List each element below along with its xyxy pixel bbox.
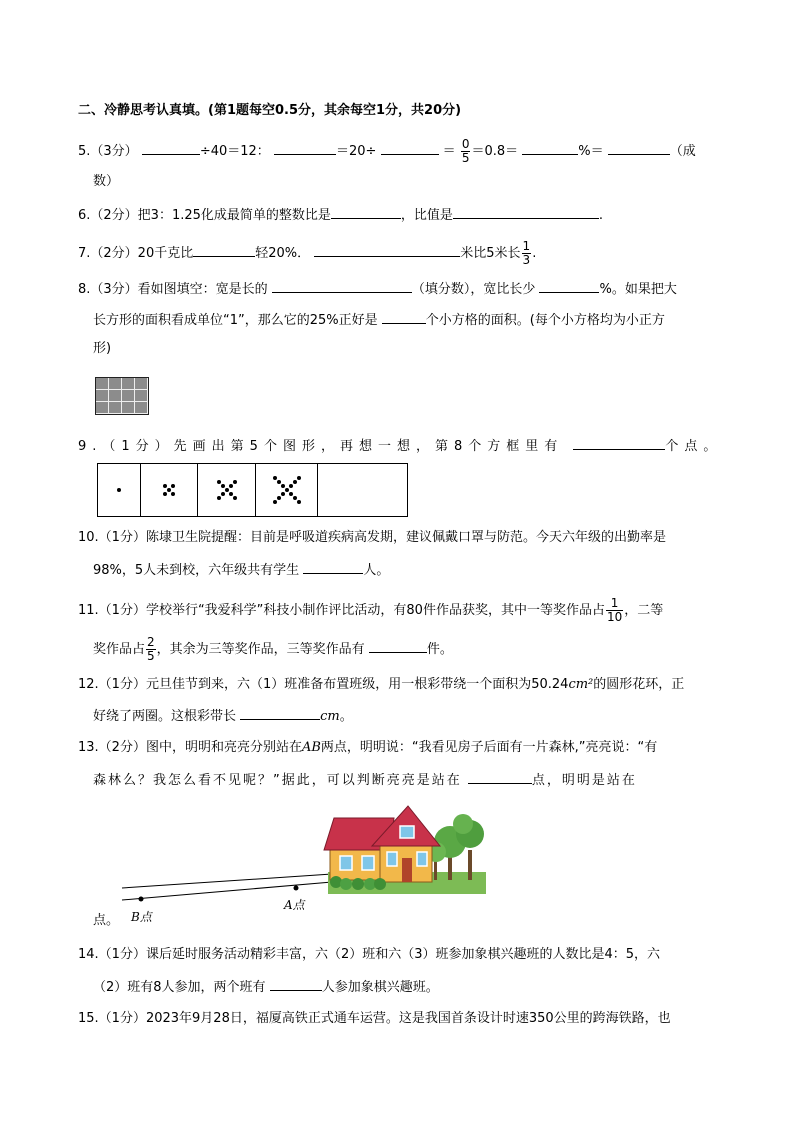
q7-text-c: 米比5米长: [460, 246, 521, 261]
question-14-line2: [93, 976, 439, 998]
q13-text-b: 两点，明明说：“我看见房子后面有一片森林,”亮亮说：“有: [320, 740, 658, 755]
pattern-dot: [297, 476, 301, 480]
q10-text-b: 98%，5人未到校，六年级共有学生: [93, 563, 300, 578]
q14-text-b: （2）班有8人参加，两个班有: [93, 980, 266, 995]
pattern-dot: [273, 500, 277, 504]
q7-text-a: 7.（2分）20千克比: [78, 246, 194, 261]
house-left-wing: [330, 848, 386, 880]
house-window-2: [362, 856, 374, 870]
pattern-dot: [221, 492, 225, 496]
q5-text-f: %＝: [578, 144, 604, 159]
q9-blank[interactable]: [573, 435, 665, 450]
q10-blank[interactable]: [303, 559, 363, 574]
grid-rectangle-figure: [95, 377, 149, 415]
pattern-dot: [281, 484, 285, 488]
pattern-dot: [273, 476, 277, 480]
pattern-dot: [171, 484, 175, 488]
q5-text-b: ÷40＝12：: [199, 144, 270, 159]
pattern-dot: [285, 488, 289, 492]
q5-blank-1[interactable]: [142, 140, 200, 155]
question-11: [78, 597, 663, 624]
q5-blank-5[interactable]: [608, 140, 670, 155]
house-attic-window: [400, 826, 414, 838]
q6-text-c: .: [598, 208, 604, 223]
q7-text-b: 轻20%．: [255, 246, 311, 261]
q13-text-d: 点，明明是站在: [531, 773, 637, 788]
q11-frac2-den: 5: [147, 649, 155, 663]
q11-text-b: ，二等: [624, 603, 664, 618]
question-12: [78, 675, 684, 695]
question-8-line2: [93, 309, 665, 331]
grid-cell: [122, 402, 135, 414]
pattern-dot: [167, 488, 171, 492]
q11-text-d: ，其余为三等奖作品，三等奖作品有: [156, 642, 365, 657]
q7-blank-1[interactable]: [193, 242, 255, 257]
q8-text-d: 长方形的面积看成单位“1”，那么它的25%正好是: [93, 313, 378, 328]
question-6: [78, 204, 603, 226]
pattern-dot: [293, 496, 297, 500]
pattern-box-5-empty[interactable]: [318, 464, 407, 516]
q13-text-a: 13.（2分）图中，明明和亮亮分别站在: [78, 740, 302, 755]
q5-continued: 数）: [93, 174, 120, 189]
question-11-line2: [93, 636, 453, 663]
pattern-dot: [233, 480, 237, 484]
q8-text-c: %。如果把大: [599, 282, 677, 297]
q13-text-c: 森林么？我怎么看不见呢？”据此，可以判断亮亮是站在: [93, 773, 462, 788]
pattern-dot: [217, 480, 221, 484]
q13-blank-1[interactable]: [468, 769, 532, 784]
pattern-dot: [225, 488, 229, 492]
q7-frac-num: 1: [522, 239, 531, 253]
pattern-dot: [289, 484, 293, 488]
q11-frac1-den: 10: [606, 610, 623, 624]
grid-cell: [96, 378, 109, 390]
forest-trees: [426, 814, 484, 880]
house-window-1: [340, 856, 352, 870]
pattern-dot: [217, 496, 221, 500]
point-a: [294, 886, 299, 891]
q5-frac-den: 5: [461, 151, 470, 165]
q11-blank[interactable]: [369, 638, 427, 653]
label-point-a: A点: [284, 898, 305, 912]
question-15: 15.（1分）2023年9月28日，福厦高铁正式通车运营。这是我国首条设计时速350公里的跨海铁路，也: [78, 1011, 671, 1026]
q12-unit-area: cm²: [568, 677, 594, 692]
q14-blank[interactable]: [270, 976, 322, 991]
q5-blank-3[interactable]: [381, 140, 439, 155]
pattern-dot: [289, 492, 293, 496]
dot-pattern-boxes: [97, 463, 408, 517]
grid-cell: [135, 390, 148, 402]
pattern-dot: [229, 492, 233, 496]
question-14: 14.（1分）课后延时服务活动精彩丰富，六（2）班和六（3）班参加象棋兴趣班的人数比是4：5，六: [78, 947, 661, 962]
pattern-dot: [163, 484, 167, 488]
q5-fraction: [461, 138, 471, 165]
q11-frac1-num: 1: [610, 596, 619, 610]
question-10-line2: [93, 559, 389, 581]
house-window-3: [387, 852, 397, 866]
q6-blank-1[interactable]: [331, 204, 401, 219]
grid-cell: [135, 402, 148, 414]
pattern-dot: [277, 480, 281, 484]
q5-frac-num: 0: [461, 137, 470, 151]
q6-blank-2[interactable]: [453, 204, 599, 219]
q6-text-b: ，比值是: [400, 208, 453, 223]
q12-blank[interactable]: [240, 705, 320, 720]
q7-blank-2[interactable]: [314, 242, 460, 257]
point-b: [139, 897, 144, 902]
q5-text-c: ＝20÷: [335, 144, 377, 159]
q7-text-d: .: [532, 246, 537, 261]
question-9: [78, 435, 722, 457]
pattern-dot: [229, 484, 233, 488]
q8-blank-2[interactable]: [539, 278, 599, 293]
q8-text-e: 个小方格的面积。(每个小方格均为小正方: [425, 313, 665, 328]
q12-text-c: 好绕了两圈。这根彩带长: [93, 709, 237, 724]
grid-cell: [96, 390, 109, 402]
grid-cell: [135, 378, 148, 390]
house-window-4: [417, 852, 427, 866]
q5-blank-4[interactable]: [522, 140, 578, 155]
grid-cell: [109, 402, 122, 414]
q5-text-d: ＝: [442, 144, 456, 159]
grid-cell: [122, 378, 135, 390]
pattern-dot: [221, 484, 225, 488]
q11-text-e: 件。: [426, 642, 453, 657]
q12-text-b: 的圆形花环，正: [593, 677, 685, 692]
q12-text-d: 。: [339, 709, 353, 724]
house-door: [402, 858, 412, 882]
q11-text-c: 奖作品占: [93, 642, 146, 657]
q11-fraction-2: [146, 636, 156, 663]
q7-frac-den: 3: [522, 253, 531, 267]
q10-text-c: 人。: [363, 563, 390, 578]
q6-text-a: 6.（2分）把3：1.25化成最简单的整数比是: [78, 208, 331, 223]
q5-blank-2[interactable]: [274, 140, 336, 155]
q12-unit-length: cm: [320, 709, 340, 724]
q11-fraction-1: [606, 597, 623, 624]
q8-blank-3[interactable]: [382, 309, 426, 324]
q5-text-g: （成: [669, 144, 696, 159]
section-title: 二、冷静思考认真填。(第1题每空0.5分，其余每空1分，共20分): [78, 103, 462, 118]
q9-text-b: 个点。: [665, 439, 723, 454]
q8-text-a: 8.（3分）看如图填空：宽是长的: [78, 282, 268, 297]
q8-blank-1[interactable]: [272, 278, 412, 293]
pattern-dot: [281, 492, 285, 496]
q9-text-a: 9.（1分）先画出第5个图形，再想一想，第8个方框里有: [78, 439, 564, 454]
grid-cell: [109, 378, 122, 390]
house-scene-figure: [118, 802, 490, 922]
question-13: [78, 738, 657, 758]
grid-cell: [96, 402, 109, 414]
q7-fraction: [522, 240, 532, 267]
question-12-line2: [93, 705, 353, 727]
question-5: [78, 138, 696, 165]
q14-text-c: 人参加象棋兴趣班。: [321, 980, 439, 995]
q8-text-b: （填分数），宽比长少: [411, 282, 536, 297]
pattern-dot: [277, 496, 281, 500]
q5-label: 5.（3分）: [78, 144, 138, 159]
grid-cell: [122, 390, 135, 402]
question-10: 10.（1分）陈埭卫生院提醒：目前是呼吸道疾病高发期，建议佩戴口罩与防范。今天六年级的出勤率是: [78, 530, 666, 545]
pattern-dot: [293, 480, 297, 484]
pattern-dot: [297, 500, 301, 504]
q5-text-e: ＝0.8＝: [471, 144, 519, 159]
question-7: [78, 240, 536, 267]
q13-continued: 点。: [93, 913, 120, 928]
q11-text-a: 11.（1分）学校举行“我爱科学”科技小制作评比活动，有80件作品获奖，其中一等奖作品占: [78, 603, 605, 618]
pattern-dot: [117, 488, 121, 492]
q11-frac2-num: 2: [147, 635, 155, 649]
question-13-line2: [93, 769, 637, 791]
q12-text-a: 12.（1分）元旦佳节到来，六（1）班准备布置班级，用一根彩带绕一个面积为50.24: [78, 677, 569, 692]
question-8: [78, 278, 677, 300]
pattern-dot: [233, 496, 237, 500]
q8-continued: 形): [93, 341, 112, 356]
sight-line-upper: [122, 874, 332, 888]
grid-cell: [109, 390, 122, 402]
pattern-dot: [171, 492, 175, 496]
label-point-b: B点: [131, 910, 152, 924]
q13-ab: AB: [301, 740, 321, 755]
pattern-dot: [163, 492, 167, 496]
